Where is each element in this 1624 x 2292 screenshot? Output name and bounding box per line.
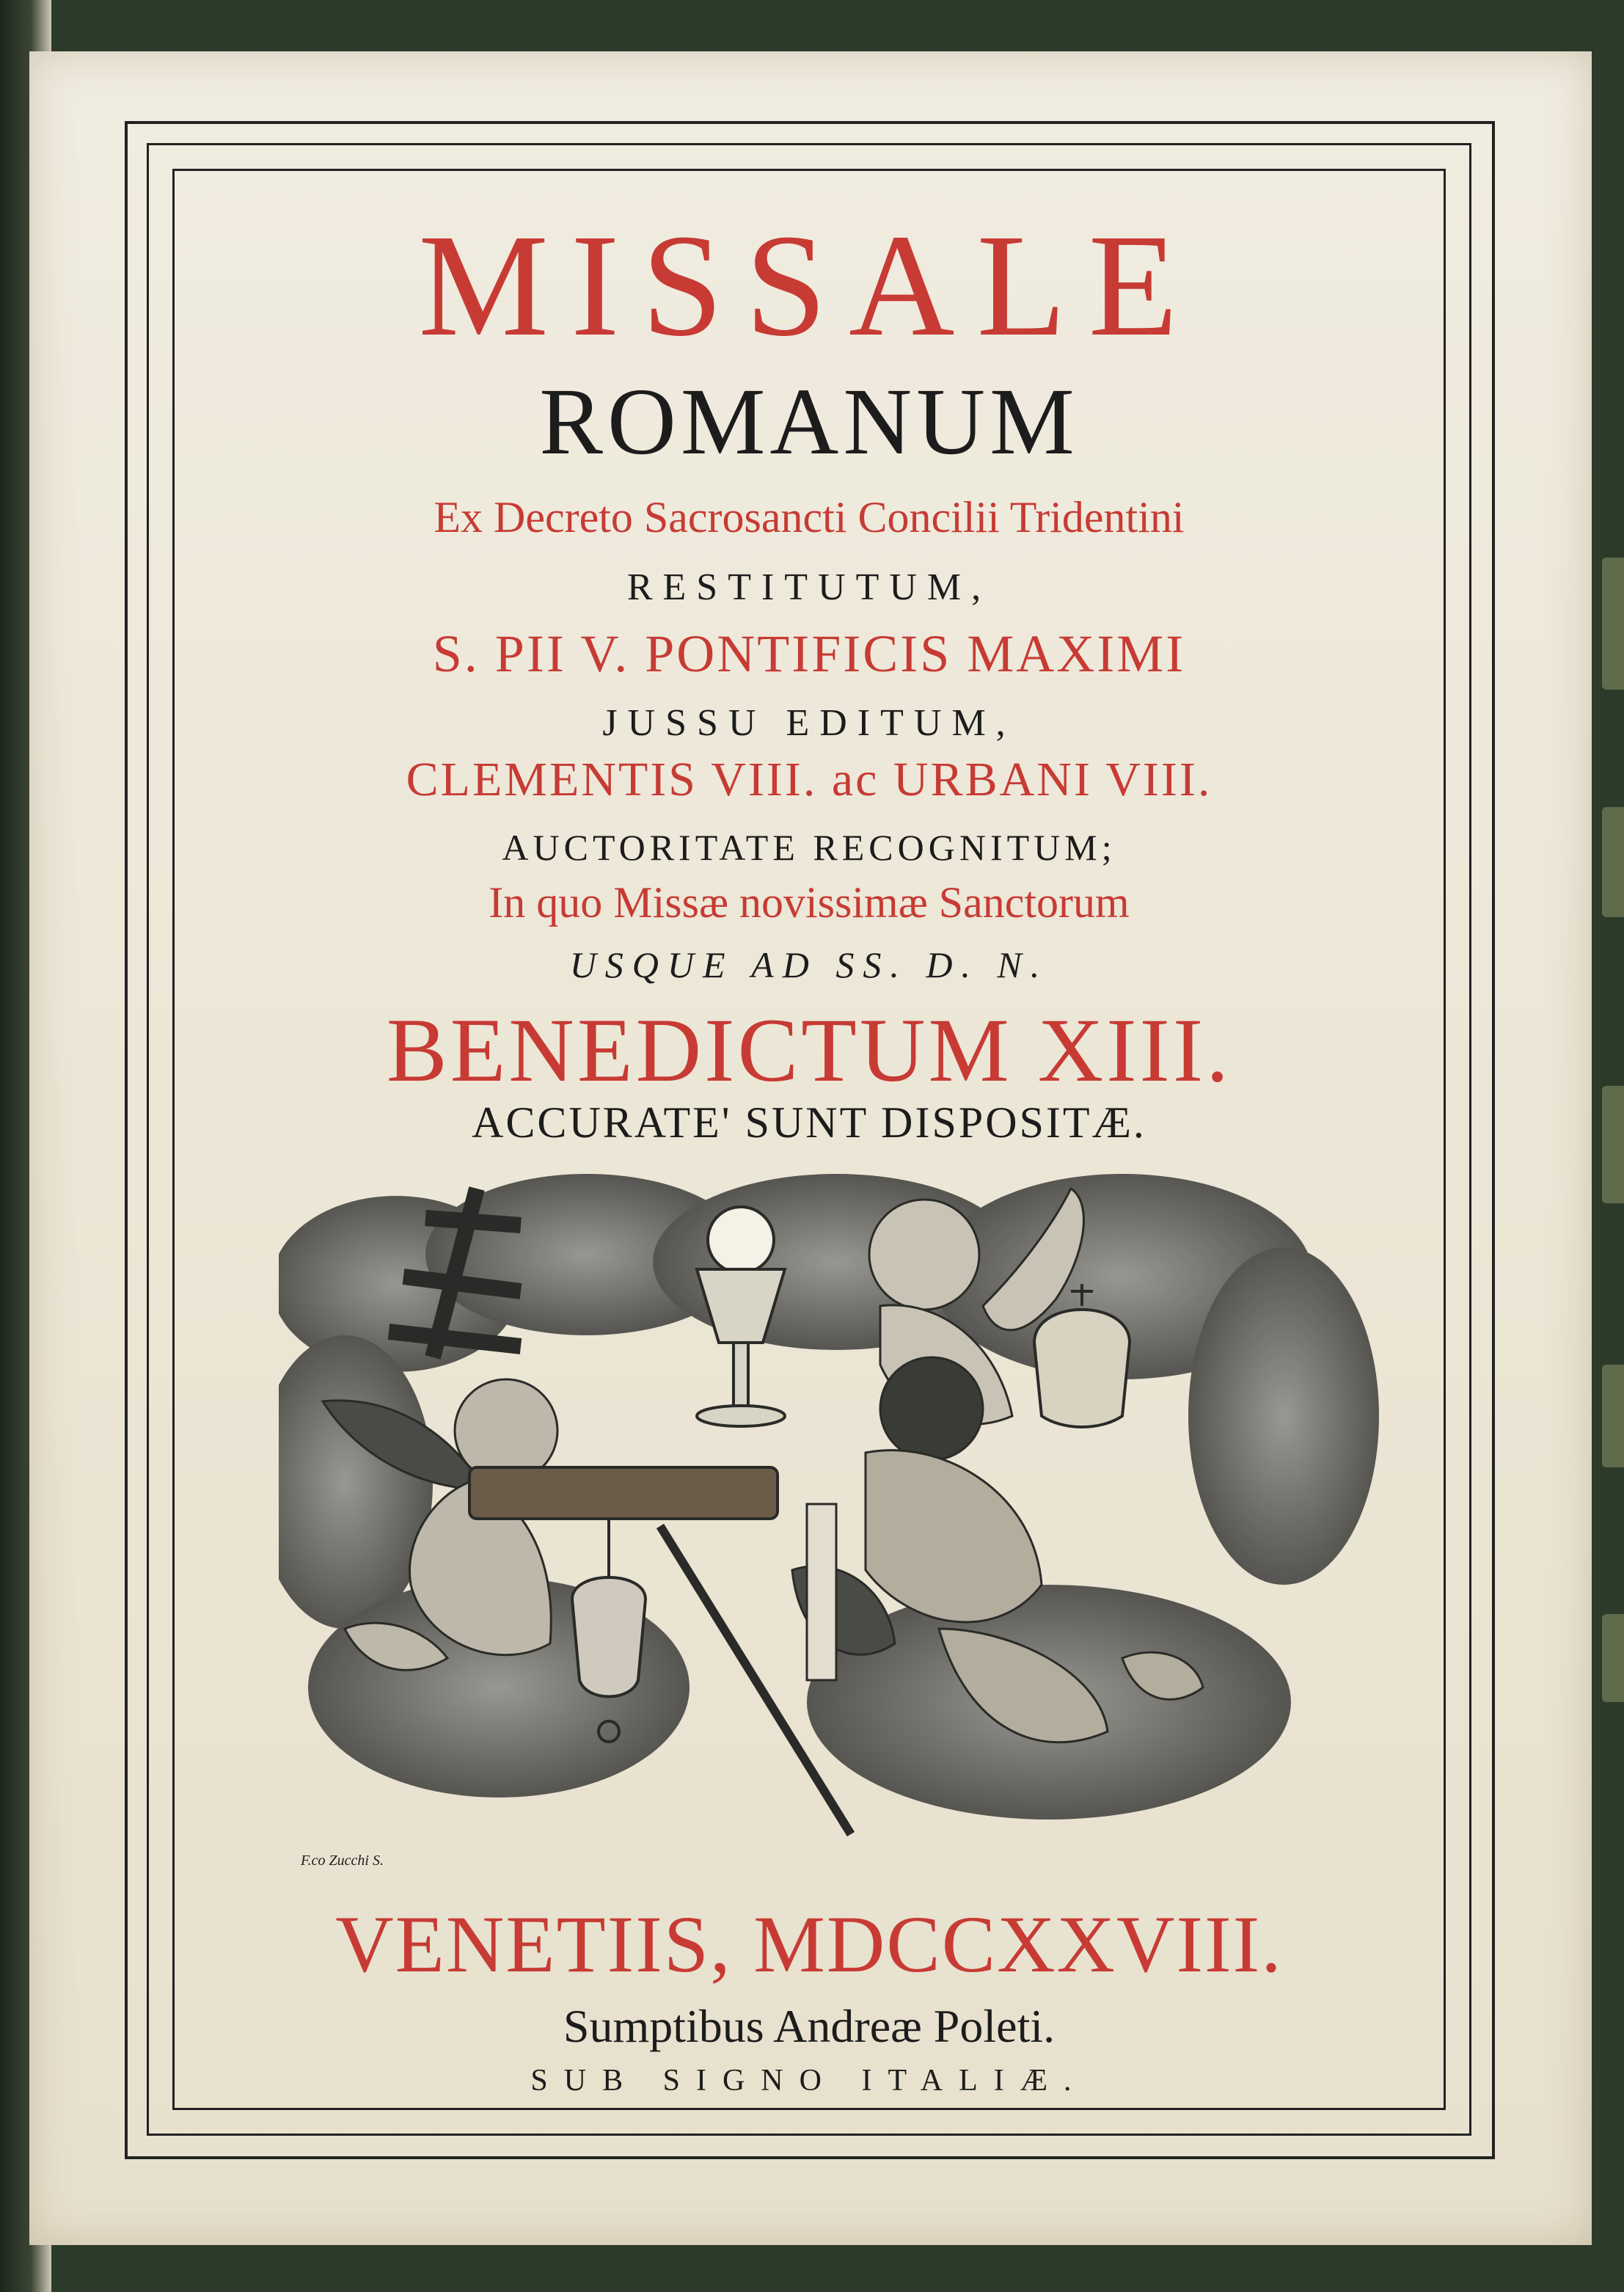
page-tab — [1602, 1086, 1624, 1203]
stole-icon — [807, 1504, 836, 1680]
accurate-line: ACCURATE' SUNT DISPOSITÆ. — [472, 1098, 1146, 1147]
in-quo-line: In quo Missæ novissimæ Sanctorum — [489, 878, 1130, 927]
book-subtitle: ROMANUM — [539, 369, 1079, 475]
page-tab — [1602, 558, 1624, 690]
book-title: MISSALE — [418, 205, 1200, 367]
clementis-line: CLEMENTIS VIII. ac URBANI VIII. — [406, 753, 1212, 806]
jussu-line: JUSSU EDITUM, — [602, 702, 1016, 744]
page-tab — [1602, 1614, 1624, 1702]
engraving-illustration — [279, 1174, 1379, 1871]
book-icon — [469, 1467, 778, 1519]
engraver-signature: F.co Zucchi S. — [301, 1853, 384, 1869]
title-page — [29, 51, 1592, 2245]
auctoritate-line: AUCTORITATE RECOGNITUM; — [502, 827, 1116, 868]
imprint-publisher: Sumptibus Andreæ Poleti. — [563, 2000, 1056, 2052]
pius-line: S. PII V. PONTIFICIS MAXIMI — [432, 624, 1186, 683]
page-tab — [1602, 1365, 1624, 1467]
imprint-sign: SUB SIGNO ITALIÆ. — [530, 2064, 1088, 2098]
imprint-place-date: VENETIIS, MDCCXXVIII. — [335, 1899, 1283, 1989]
decree-line: Ex Decreto Sacrosancti Concilii Tridentini — [434, 493, 1185, 541]
chalice-icon — [697, 1207, 785, 1426]
restitutum-line: RESTITUTUM, — [626, 566, 992, 608]
benedictum-line: BENEDICTUM XIII. — [386, 1000, 1232, 1101]
usque-line: USQUE AD SS. D. N. — [569, 944, 1049, 985]
page-tab — [1602, 807, 1624, 917]
